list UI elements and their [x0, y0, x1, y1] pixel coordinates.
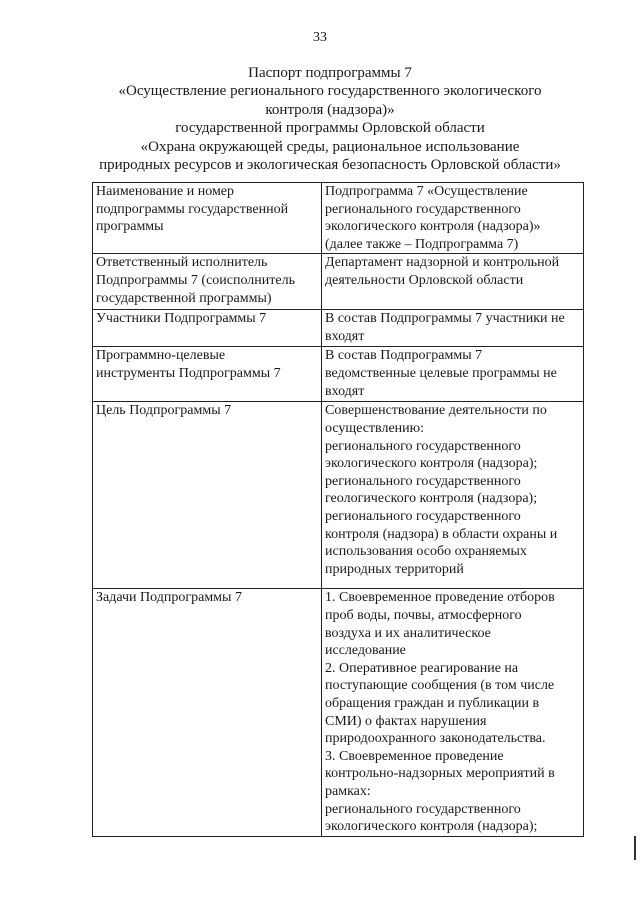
text-line: 2. Оперативное реагирование на	[325, 660, 519, 676]
row-label	[93, 347, 322, 402]
text-line: 1. Своевременное проведение отборов	[325, 590, 555, 606]
document-title	[80, 64, 580, 174]
text-line: регионального государственного	[325, 201, 521, 217]
text-line: программы	[96, 219, 164, 235]
text-line: 3. Своевременное проведение	[325, 748, 504, 764]
text-line: регионального государственного	[325, 473, 521, 489]
text-line: использования особо охраняемых	[325, 544, 527, 560]
text-line: Совершенствование деятельности по	[325, 403, 547, 419]
scan-edge-mark	[634, 836, 636, 860]
text-line: входят	[325, 383, 365, 399]
text-line: контроля (надзора) в области охраны и	[325, 526, 558, 542]
text-line: государственной программы)	[96, 290, 272, 306]
text-line: подпрограммы государственной	[96, 201, 289, 217]
text-line: В состав Подпрограммы 7	[325, 348, 483, 364]
row-value	[322, 347, 584, 402]
passport-table	[92, 182, 584, 837]
text-line: входят	[325, 328, 365, 344]
table-row	[93, 402, 584, 589]
row-label	[93, 589, 322, 836]
text-line: экологического контроля (надзора);	[325, 456, 538, 472]
table-row	[93, 347, 584, 402]
text-line: регионального государственного	[325, 508, 521, 524]
text-line: регионального государственного	[325, 438, 521, 454]
text-line: Цель Подпрограммы 7	[96, 403, 232, 419]
text-line: экологического контроля (надзора)»	[325, 219, 541, 235]
row-label	[93, 402, 322, 589]
title-line: «Осуществление регионального государственного экологического	[118, 83, 542, 100]
table-row	[93, 183, 584, 254]
text-line: Подпрограмма 7 «Осуществление	[325, 184, 528, 199]
text-line: Программно-целевые	[96, 348, 226, 364]
row-label	[93, 254, 322, 310]
title-line: контроля (надзора)»	[265, 101, 395, 118]
text-line: осуществлению:	[325, 420, 425, 436]
text-line: природных территорий	[325, 561, 464, 577]
text-line: Наименование и номер	[96, 184, 235, 199]
text-line: регионального государственного	[325, 801, 521, 817]
text-line: рамках:	[325, 783, 371, 799]
text-line: Участники Подпрограммы 7	[96, 311, 267, 327]
text-line: обращения граждан и публикации в	[325, 695, 540, 711]
page-number: 33	[313, 30, 327, 45]
row-label	[93, 310, 322, 347]
text-line: исследование	[325, 643, 406, 659]
text-line: проб воды, почвы, атмосферного	[325, 607, 522, 623]
text-line: Ответственный исполнитель	[96, 255, 268, 271]
text-line: природоохранного законодательства.	[325, 731, 546, 747]
text-line: деятельности Орловской области	[325, 272, 524, 288]
row-value	[322, 310, 584, 347]
title-line: «Охрана окружающей среды, рациональное использование	[140, 138, 520, 155]
title-line: Паспорт подпрограммы 7	[248, 65, 412, 81]
text-line: контрольно-надзорных мероприятий в	[325, 766, 555, 782]
text-line: СМИ) о фактах нарушения	[325, 713, 487, 729]
table-row	[93, 254, 584, 310]
row-value	[322, 589, 584, 836]
text-line: В состав Подпрограммы 7 участники не	[325, 311, 565, 327]
title-line: природных ресурсов и экологическая безопасность Орловской области»	[99, 157, 561, 174]
row-value	[322, 254, 584, 310]
title-line: государственной программы Орловской области	[175, 120, 485, 137]
text-line: Департамент надзорной и контрольной	[325, 255, 560, 271]
text-line: Задачи Подпрограммы 7	[96, 590, 242, 606]
text-line: (далее также – Подпрограмма 7)	[325, 236, 519, 252]
text-line: экологического контроля (надзора);	[325, 819, 538, 835]
text-line: поступающие сообщения (в том числе	[325, 678, 555, 694]
row-label	[93, 183, 322, 254]
text-line: воздуха и их аналитическое	[325, 625, 491, 641]
text-line: Подпрограммы 7 (соисполнитель	[96, 272, 295, 288]
row-value	[322, 183, 584, 254]
text-line: ведомственные целевые программы не	[325, 365, 557, 381]
row-value	[322, 402, 584, 589]
text-line: геологического контроля (надзора);	[325, 491, 538, 507]
table-row	[93, 589, 584, 836]
table-row	[93, 310, 584, 347]
text-line: инструменты Подпрограммы 7	[96, 365, 281, 381]
